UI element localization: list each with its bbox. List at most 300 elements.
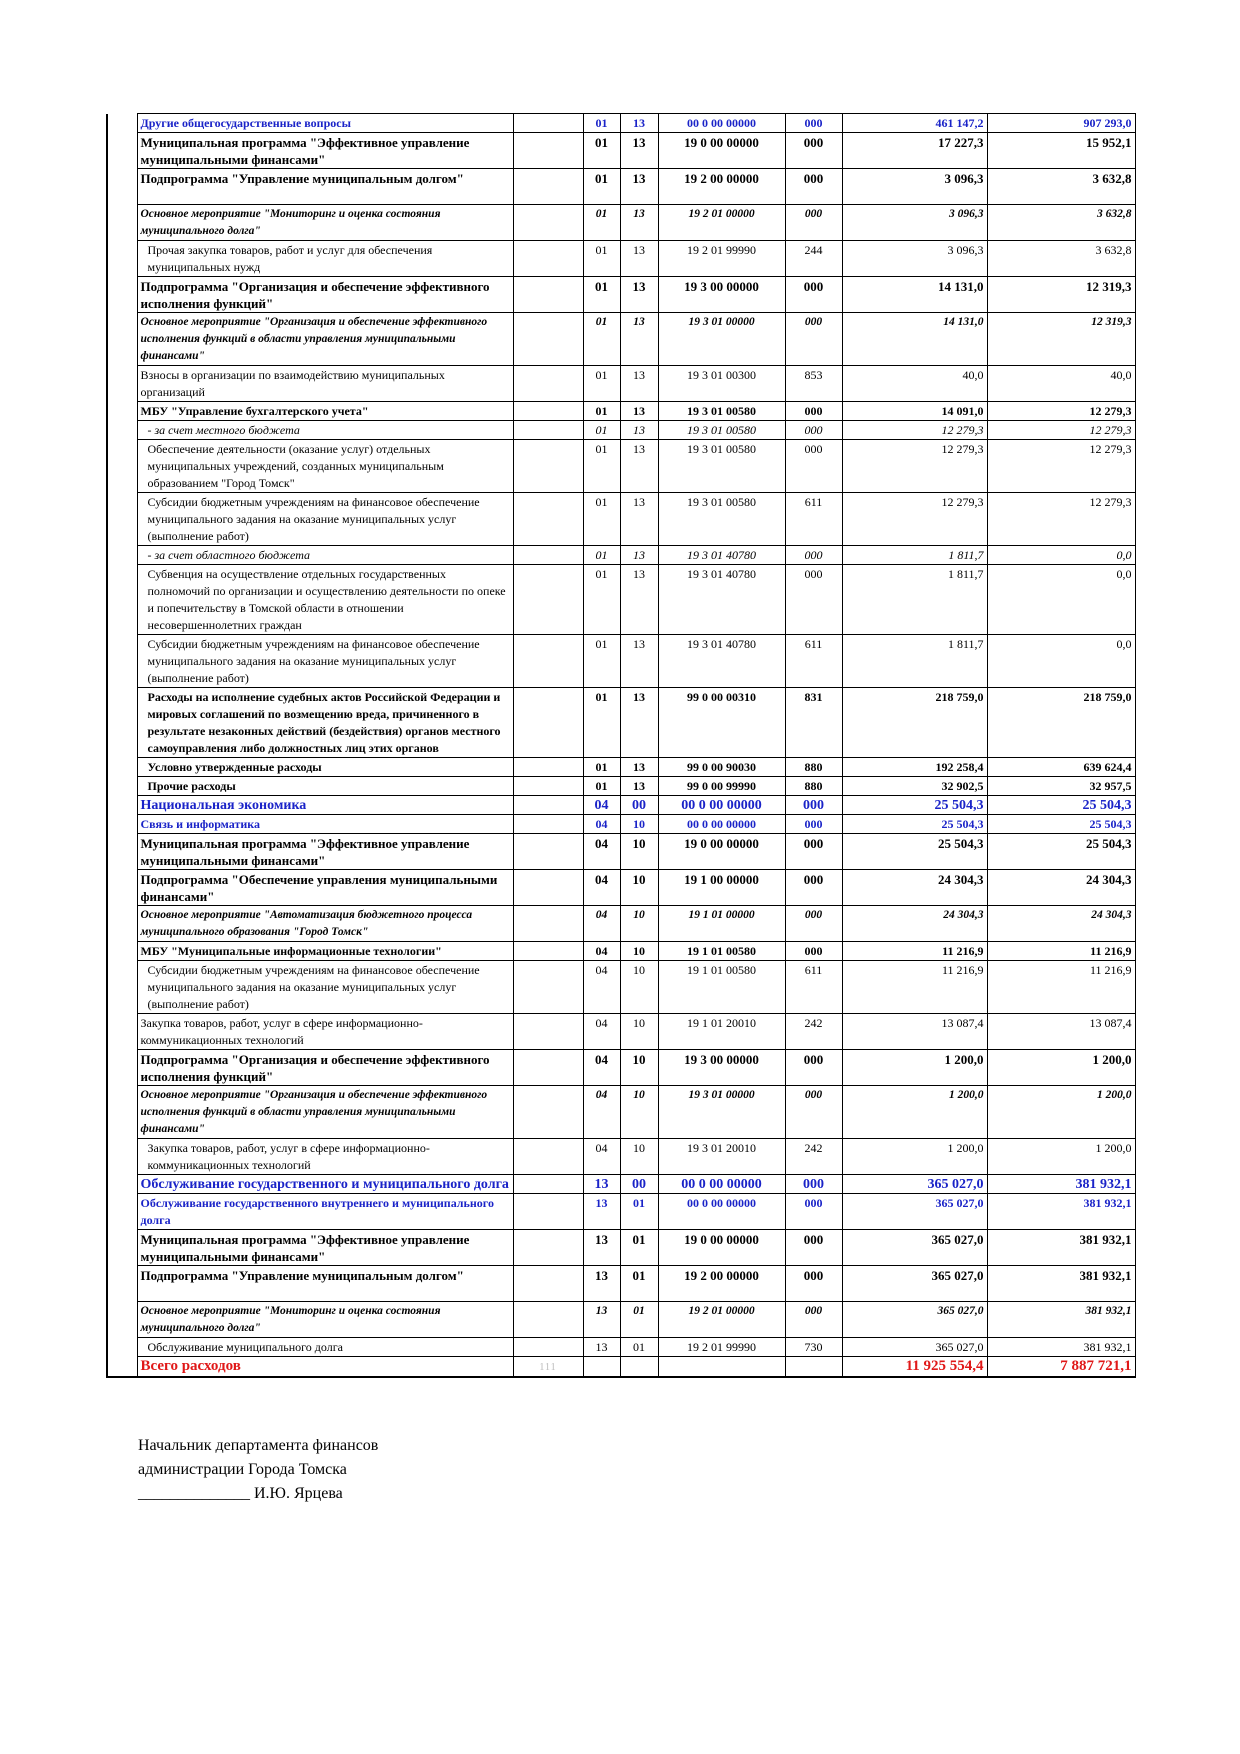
row-mark-cell (513, 1302, 583, 1338)
row-subsection-cell: 10 (620, 942, 658, 961)
table-row (107, 366, 1135, 402)
row-expense-type-cell: 000 (785, 1302, 842, 1338)
row-name-cell: Взносы в организации по взаимодействию муниципальных организаций (137, 366, 513, 402)
row-name-cell: Основное мероприятие "Организация и обеспечение эффективного исполнения функций в области управления муниципальными финансами" (137, 1086, 513, 1139)
row-sum-year2-cell: 12 279,3 (987, 493, 1135, 546)
row-name-cell: Обеспечение деятельности (оказание услуг) отдельных муниципальных учреждений, созданных муниципальным образованием "Город Томск" (137, 440, 513, 493)
row-subsection-cell: 01 (620, 1266, 658, 1302)
row-section-cell: 04 (583, 870, 620, 906)
row-section-cell: 04 (583, 1139, 620, 1175)
row-mark-cell (513, 1014, 583, 1050)
row-sum-year2-cell: 381 932,1 (987, 1175, 1135, 1194)
row-sum-year2-cell: 381 932,1 (987, 1338, 1135, 1357)
signature-title-line1: Начальник департамента финансов (138, 1437, 379, 1454)
budget-table (106, 113, 1136, 1378)
row-expense-type-cell: 000 (785, 402, 842, 421)
row-section-cell: 04 (583, 906, 620, 942)
row-mark-cell (513, 1050, 583, 1086)
row-mark-cell (513, 906, 583, 942)
table-row (107, 1302, 1135, 1338)
row-sum-year2-cell: 1 200,0 (987, 1050, 1135, 1086)
row-subsection-cell: 13 (620, 133, 658, 169)
row-section-cell: 01 (583, 277, 620, 313)
row-subsection-cell: 13 (620, 758, 658, 777)
row-target-article-cell: 19 3 01 20010 (658, 1139, 785, 1175)
row-mark-cell (513, 169, 583, 205)
table-row (107, 834, 1135, 870)
row-name-cell: Всего расходов (137, 1357, 513, 1378)
row-subsection-cell: 13 (620, 565, 658, 635)
row-subsection-cell: 10 (620, 870, 658, 906)
row-sum-year1-cell: 3 096,3 (842, 205, 987, 241)
row-margin-cell (107, 1014, 137, 1050)
row-margin-cell (107, 870, 137, 906)
row-sum-year1-cell: 1 200,0 (842, 1139, 987, 1175)
row-sum-year2-cell: 3 632,8 (987, 169, 1135, 205)
row-target-article-cell: 99 0 00 99990 (658, 777, 785, 796)
row-margin-cell (107, 133, 137, 169)
table-row (107, 635, 1135, 688)
row-sum-year1-cell: 24 304,3 (842, 906, 987, 942)
row-target-article-cell: 19 3 00 00000 (658, 277, 785, 313)
row-target-article-cell: 19 3 01 00000 (658, 313, 785, 366)
total-row (107, 1357, 1135, 1378)
row-section-cell: 04 (583, 942, 620, 961)
row-name-cell: Прочие расходы (137, 777, 513, 796)
row-target-article-cell: 19 3 01 40780 (658, 635, 785, 688)
row-expense-type-cell: 000 (785, 1266, 842, 1302)
row-sum-year2-cell: 381 932,1 (987, 1230, 1135, 1266)
row-sum-year2-cell: 7 887 721,1 (987, 1357, 1135, 1378)
row-margin-cell (107, 205, 137, 241)
row-subsection-cell: 00 (620, 796, 658, 815)
row-sum-year2-cell: 24 304,3 (987, 906, 1135, 942)
table-row (107, 114, 1135, 133)
row-sum-year2-cell: 907 293,0 (987, 114, 1135, 133)
row-name-cell: Субсидии бюджетным учреждениям на финансовое обеспечение муниципального задания на оказание муниципальных услуг (выполнение работ) (137, 635, 513, 688)
row-subsection-cell: 10 (620, 1086, 658, 1139)
row-target-article-cell: 19 2 01 00000 (658, 205, 785, 241)
row-target-article-cell: 19 3 01 40780 (658, 565, 785, 635)
row-sum-year1-cell: 12 279,3 (842, 440, 987, 493)
row-margin-cell (107, 565, 137, 635)
row-section-cell: 01 (583, 421, 620, 440)
row-mark-cell (513, 1175, 583, 1194)
row-subsection-cell: 10 (620, 815, 658, 834)
row-sum-year1-cell: 365 027,0 (842, 1266, 987, 1302)
row-mark-cell (513, 440, 583, 493)
row-section-cell: 04 (583, 961, 620, 1014)
row-sum-year2-cell: 381 932,1 (987, 1194, 1135, 1230)
row-sum-year2-cell: 1 200,0 (987, 1139, 1135, 1175)
row-expense-type-cell: 000 (785, 546, 842, 565)
row-expense-type-cell: 000 (785, 1230, 842, 1266)
row-mark-cell (513, 277, 583, 313)
row-target-article-cell: 19 1 01 00580 (658, 961, 785, 1014)
row-section-cell: 13 (583, 1302, 620, 1338)
table-row (107, 1086, 1135, 1139)
row-subsection-cell: 10 (620, 1014, 658, 1050)
row-section-cell: 04 (583, 1086, 620, 1139)
row-mark-cell (513, 1086, 583, 1139)
row-subsection-cell: 13 (620, 277, 658, 313)
row-expense-type-cell: 000 (785, 1175, 842, 1194)
table-row (107, 906, 1135, 942)
table-row (107, 402, 1135, 421)
row-margin-cell (107, 961, 137, 1014)
table-row (107, 1175, 1135, 1194)
row-name-cell: Субсидии бюджетным учреждениям на финансовое обеспечение муниципального задания на оказание муниципальных услуг (выполнение работ) (137, 493, 513, 546)
row-section-cell: 01 (583, 440, 620, 493)
budget-table-container (106, 113, 1134, 1378)
table-row (107, 546, 1135, 565)
row-subsection-cell: 01 (620, 1338, 658, 1357)
row-subsection-cell: 10 (620, 1139, 658, 1175)
row-sum-year1-cell: 25 504,3 (842, 834, 987, 870)
row-sum-year2-cell: 12 319,3 (987, 313, 1135, 366)
row-expense-type-cell (785, 1357, 842, 1378)
row-margin-cell (107, 1086, 137, 1139)
row-mark-cell (513, 834, 583, 870)
row-target-article-cell (658, 1357, 785, 1378)
row-target-article-cell: 19 3 01 00000 (658, 1086, 785, 1139)
row-subsection-cell: 10 (620, 834, 658, 870)
row-subsection-cell: 13 (620, 402, 658, 421)
row-sum-year1-cell: 14 131,0 (842, 277, 987, 313)
row-section-cell: 13 (583, 1175, 620, 1194)
row-section-cell: 01 (583, 366, 620, 402)
row-name-cell: Другие общегосударственные вопросы (137, 114, 513, 133)
table-row (107, 133, 1135, 169)
row-margin-cell (107, 796, 137, 815)
row-name-cell: Закупка товаров, работ, услуг в сфере информационно-коммуникационных технологий (137, 1014, 513, 1050)
row-section-cell: 01 (583, 758, 620, 777)
table-row (107, 241, 1135, 277)
row-margin-cell (107, 1266, 137, 1302)
row-subsection-cell: 00 (620, 1175, 658, 1194)
row-mark-cell (513, 241, 583, 277)
row-subsection-cell: 13 (620, 205, 658, 241)
row-expense-type-cell: 880 (785, 777, 842, 796)
row-mark-cell (513, 815, 583, 834)
row-expense-type-cell: 853 (785, 366, 842, 402)
row-mark-cell (513, 758, 583, 777)
row-section-cell: 01 (583, 493, 620, 546)
row-sum-year2-cell: 13 087,4 (987, 1014, 1135, 1050)
signature-name-line: ______________ И.Ю. Ярцева (138, 1485, 343, 1502)
row-sum-year2-cell: 15 952,1 (987, 133, 1135, 169)
row-margin-cell (107, 777, 137, 796)
row-sum-year2-cell: 25 504,3 (987, 815, 1135, 834)
row-sum-year2-cell: 639 624,4 (987, 758, 1135, 777)
row-expense-type-cell: 611 (785, 493, 842, 546)
row-subsection-cell: 13 (620, 635, 658, 688)
table-row (107, 1194, 1135, 1230)
table-row (107, 961, 1135, 1014)
row-name-cell: Основное мероприятие "Организация и обеспечение эффективного исполнения функций в области управления муниципальными финансами" (137, 313, 513, 366)
row-name-cell: Подпрограмма "Управление муниципальным долгом" (137, 1266, 513, 1302)
row-name-cell: Муниципальная программа "Эффективное управление муниципальными финансами" (137, 834, 513, 870)
row-target-article-cell: 19 0 00 00000 (658, 1230, 785, 1266)
row-target-article-cell: 19 2 01 99990 (658, 241, 785, 277)
row-name-cell: Субвенция на осуществление отдельных государственных полномочий по организации и осуществлению деятельности по опеке и попечительству в Томской области в отношении несовершеннолетних граждан (137, 565, 513, 635)
row-sum-year1-cell: 365 027,0 (842, 1175, 987, 1194)
row-mark-cell (513, 961, 583, 1014)
row-section-cell: 13 (583, 1338, 620, 1357)
row-subsection-cell: 13 (620, 114, 658, 133)
row-sum-year1-cell: 1 811,7 (842, 546, 987, 565)
row-subsection-cell: 13 (620, 777, 658, 796)
row-expense-type-cell: 000 (785, 1086, 842, 1139)
row-section-cell (583, 1357, 620, 1378)
row-name-cell: Подпрограмма "Организация и обеспечение эффективного исполнения функций" (137, 277, 513, 313)
row-sum-year2-cell: 3 632,8 (987, 205, 1135, 241)
row-section-cell: 01 (583, 402, 620, 421)
row-sum-year2-cell: 24 304,3 (987, 870, 1135, 906)
row-sum-year1-cell: 13 087,4 (842, 1014, 987, 1050)
row-margin-cell (107, 313, 137, 366)
row-sum-year1-cell: 1 811,7 (842, 565, 987, 635)
row-sum-year2-cell: 12 319,3 (987, 277, 1135, 313)
row-margin-cell (107, 241, 137, 277)
row-subsection-cell: 13 (620, 493, 658, 546)
table-row (107, 277, 1135, 313)
table-row (107, 1050, 1135, 1086)
row-subsection-cell: 01 (620, 1194, 658, 1230)
row-section-cell: 01 (583, 169, 620, 205)
row-target-article-cell: 00 0 00 00000 (658, 796, 785, 815)
row-sum-year1-cell: 40,0 (842, 366, 987, 402)
row-expense-type-cell: 000 (785, 906, 842, 942)
row-subsection-cell (620, 1357, 658, 1378)
row-subsection-cell: 13 (620, 421, 658, 440)
row-name-cell: - за счет местного бюджета (137, 421, 513, 440)
row-target-article-cell: 19 3 01 00580 (658, 493, 785, 546)
row-expense-type-cell: 000 (785, 565, 842, 635)
row-sum-year2-cell: 1 200,0 (987, 1086, 1135, 1139)
row-subsection-cell: 13 (620, 366, 658, 402)
table-row (107, 1139, 1135, 1175)
row-mark-cell (513, 133, 583, 169)
row-name-cell: МБУ "Управление бухгалтерского учета" (137, 402, 513, 421)
row-expense-type-cell: 000 (785, 870, 842, 906)
row-mark-cell (513, 777, 583, 796)
row-expense-type-cell: 000 (785, 277, 842, 313)
row-section-cell: 04 (583, 815, 620, 834)
row-sum-year2-cell: 12 279,3 (987, 421, 1135, 440)
row-mark-cell (513, 493, 583, 546)
row-margin-cell (107, 1357, 137, 1378)
row-sum-year2-cell: 3 632,8 (987, 241, 1135, 277)
row-expense-type-cell: 000 (785, 815, 842, 834)
row-expense-type-cell: 730 (785, 1338, 842, 1357)
row-margin-cell (107, 1050, 137, 1086)
table-row (107, 815, 1135, 834)
row-target-article-cell: 19 3 01 40780 (658, 546, 785, 565)
row-expense-type-cell: 000 (785, 440, 842, 493)
row-margin-cell (107, 169, 137, 205)
table-row (107, 1230, 1135, 1266)
row-name-cell: Связь и информатика (137, 815, 513, 834)
row-name-cell: - за счет областного бюджета (137, 546, 513, 565)
row-section-cell: 01 (583, 565, 620, 635)
row-sum-year1-cell: 365 027,0 (842, 1338, 987, 1357)
row-target-article-cell: 19 0 00 00000 (658, 133, 785, 169)
row-target-article-cell: 99 0 00 90030 (658, 758, 785, 777)
watermark-mark: 111 (539, 1362, 557, 1373)
row-margin-cell (107, 1230, 137, 1266)
row-sum-year1-cell: 11 925 554,4 (842, 1357, 987, 1378)
row-target-article-cell: 19 1 00 00000 (658, 870, 785, 906)
row-expense-type-cell: 242 (785, 1139, 842, 1175)
row-target-article-cell: 19 3 00 00000 (658, 1050, 785, 1086)
row-expense-type-cell: 831 (785, 688, 842, 758)
row-sum-year1-cell: 365 027,0 (842, 1302, 987, 1338)
row-target-article-cell: 00 0 00 00000 (658, 1194, 785, 1230)
row-section-cell: 01 (583, 688, 620, 758)
row-subsection-cell: 01 (620, 1302, 658, 1338)
row-section-cell: 13 (583, 1194, 620, 1230)
row-sum-year2-cell: 12 279,3 (987, 440, 1135, 493)
table-row (107, 870, 1135, 906)
row-target-article-cell: 19 0 00 00000 (658, 834, 785, 870)
row-subsection-cell: 10 (620, 961, 658, 1014)
row-sum-year2-cell: 381 932,1 (987, 1266, 1135, 1302)
row-sum-year2-cell: 381 932,1 (987, 1302, 1135, 1338)
row-margin-cell (107, 402, 137, 421)
row-margin-cell (107, 815, 137, 834)
row-subsection-cell: 13 (620, 688, 658, 758)
row-sum-year1-cell: 218 759,0 (842, 688, 987, 758)
row-section-cell: 13 (583, 1230, 620, 1266)
row-sum-year1-cell: 1 811,7 (842, 635, 987, 688)
table-row (107, 1266, 1135, 1302)
row-target-article-cell: 19 2 00 00000 (658, 1266, 785, 1302)
row-margin-cell (107, 493, 137, 546)
row-target-article-cell: 19 2 00 00000 (658, 169, 785, 205)
row-sum-year2-cell: 32 957,5 (987, 777, 1135, 796)
row-subsection-cell: 01 (620, 1230, 658, 1266)
row-section-cell: 04 (583, 796, 620, 815)
budget-table-body (107, 114, 1135, 1378)
row-name-cell: Субсидии бюджетным учреждениям на финансовое обеспечение муниципального задания на оказание муниципальных услуг (выполнение работ) (137, 961, 513, 1014)
row-margin-cell (107, 1338, 137, 1357)
row-name-cell: Подпрограмма "Обеспечение управления муниципальными финансами" (137, 870, 513, 906)
row-sum-year2-cell: 12 279,3 (987, 402, 1135, 421)
row-margin-cell (107, 440, 137, 493)
table-row (107, 1014, 1135, 1050)
row-subsection-cell: 10 (620, 906, 658, 942)
row-sum-year2-cell: 11 216,9 (987, 961, 1135, 1014)
row-mark-cell (513, 1338, 583, 1357)
row-expense-type-cell: 000 (785, 796, 842, 815)
table-row (107, 421, 1135, 440)
row-mark-cell (513, 402, 583, 421)
row-name-cell: Обслуживание государственного и муниципального долга (137, 1175, 513, 1194)
row-target-article-cell: 19 2 01 00000 (658, 1302, 785, 1338)
row-sum-year2-cell: 25 504,3 (987, 834, 1135, 870)
row-target-article-cell: 00 0 00 00000 (658, 1175, 785, 1194)
row-margin-cell (107, 942, 137, 961)
row-name-cell: МБУ "Муниципальные информационные технологии" (137, 942, 513, 961)
row-sum-year1-cell: 25 504,3 (842, 796, 987, 815)
row-sum-year1-cell: 25 504,3 (842, 815, 987, 834)
row-name-cell: Условно утвержденные расходы (137, 758, 513, 777)
row-expense-type-cell: 000 (785, 114, 842, 133)
table-row (107, 777, 1135, 796)
table-row (107, 796, 1135, 815)
row-sum-year1-cell: 17 227,3 (842, 133, 987, 169)
row-subsection-cell: 13 (620, 440, 658, 493)
row-expense-type-cell: 000 (785, 1050, 842, 1086)
row-subsection-cell: 13 (620, 546, 658, 565)
row-margin-cell (107, 1194, 137, 1230)
row-expense-type-cell: 000 (785, 942, 842, 961)
row-sum-year2-cell: 0,0 (987, 635, 1135, 688)
row-mark-cell (513, 546, 583, 565)
table-row (107, 942, 1135, 961)
row-sum-year1-cell: 12 279,3 (842, 493, 987, 546)
table-row (107, 758, 1135, 777)
row-subsection-cell: 10 (620, 1050, 658, 1086)
row-section-cell: 04 (583, 1050, 620, 1086)
row-margin-cell (107, 114, 137, 133)
row-section-cell: 13 (583, 1266, 620, 1302)
row-section-cell: 04 (583, 1014, 620, 1050)
row-section-cell: 01 (583, 241, 620, 277)
row-sum-year2-cell: 25 504,3 (987, 796, 1135, 815)
table-row (107, 565, 1135, 635)
row-mark-cell (513, 205, 583, 241)
row-name-cell: Расходы на исполнение судебных актов Российской Федерации и мировых соглашений по возмещению вреда, причиненного в результате незаконных действий (бездействия) органов местного самоуправления либо должностных лиц этих органов (137, 688, 513, 758)
row-margin-cell (107, 1139, 137, 1175)
row-sum-year1-cell: 3 096,3 (842, 169, 987, 205)
row-name-cell: Основное мероприятие "Мониторинг и оценка состояния муниципального долга" (137, 1302, 513, 1338)
row-sum-year1-cell: 461 147,2 (842, 114, 987, 133)
row-mark-cell (513, 1266, 583, 1302)
row-expense-type-cell: 000 (785, 133, 842, 169)
row-name-cell: Муниципальная программа "Эффективное управление муниципальными финансами" (137, 133, 513, 169)
row-mark-cell (513, 796, 583, 815)
row-expense-type-cell: 244 (785, 241, 842, 277)
row-expense-type-cell: 242 (785, 1014, 842, 1050)
signature-block (138, 1434, 378, 1506)
row-expense-type-cell: 000 (785, 834, 842, 870)
row-sum-year1-cell: 1 200,0 (842, 1086, 987, 1139)
row-target-article-cell: 19 3 01 00580 (658, 402, 785, 421)
row-target-article-cell: 00 0 00 00000 (658, 815, 785, 834)
row-target-article-cell: 19 2 01 99990 (658, 1338, 785, 1357)
row-section-cell: 01 (583, 635, 620, 688)
row-mark-cell (513, 1357, 583, 1378)
row-section-cell: 01 (583, 777, 620, 796)
row-mark-cell (513, 1194, 583, 1230)
row-sum-year1-cell: 365 027,0 (842, 1194, 987, 1230)
row-sum-year1-cell: 14 131,0 (842, 313, 987, 366)
row-sum-year1-cell: 11 216,9 (842, 942, 987, 961)
row-target-article-cell: 19 1 01 20010 (658, 1014, 785, 1050)
row-expense-type-cell: 000 (785, 205, 842, 241)
row-mark-cell (513, 1230, 583, 1266)
row-expense-type-cell: 611 (785, 961, 842, 1014)
row-margin-cell (107, 546, 137, 565)
row-mark-cell (513, 565, 583, 635)
row-name-cell: Основное мероприятие "Мониторинг и оценка состояния муниципального долга" (137, 205, 513, 241)
row-section-cell: 01 (583, 114, 620, 133)
row-sum-year2-cell: 11 216,9 (987, 942, 1135, 961)
signature-title-line2: администрации Города Томска (138, 1461, 347, 1478)
row-mark-cell (513, 313, 583, 366)
